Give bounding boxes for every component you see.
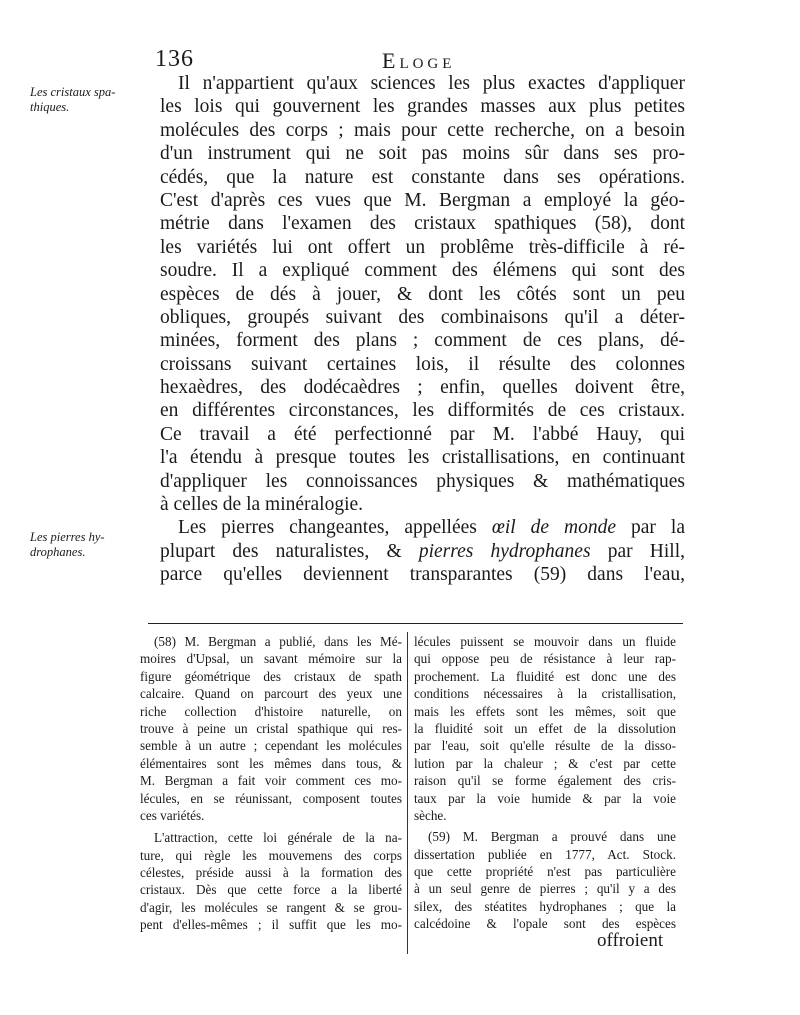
footnote-line: la fluidité soit un effet de la dissolution [414, 720, 676, 736]
footnote-line: sèche. [414, 807, 447, 823]
footnote-line: ture, qui règle les mouvemens des corps [140, 847, 402, 863]
main-line: en différentes circonstances, les difformités de ces cristaux. [160, 400, 685, 422]
footnote-line: cristaux. Dès que cette force a la liberté [140, 882, 402, 898]
margin-note-pierres: Les pierres hy-drophanes. [30, 530, 105, 559]
italic-term: pierres hydrophanes [418, 540, 591, 562]
running-title: Eloge [382, 48, 456, 73]
footnote-line: calcédoine & l'opale sont des espèces [414, 916, 676, 932]
text-run: par Hill, [607, 540, 686, 562]
footnote-58 [140, 633, 402, 824]
main-line: parce qu'elles deviennent transparantes (59) dans l'eau, [160, 564, 685, 586]
footnote-line: taux par la voie humide & par la voie [414, 790, 676, 806]
main-line: l'a étendu à presque toutes les cristallisations, en continuant [160, 447, 685, 469]
main-text [160, 72, 685, 587]
footnote-line: qui oppose peu de résistance à leur rap- [414, 651, 676, 667]
footnote-line: lécules puissent se mouvoir dans un fluide [414, 634, 676, 649]
main-line: hexaèdres, des dodécaèdres ; enfin, quelles doivent être, [160, 377, 685, 399]
margin-note-cristaux: Les cristaux spa-thiques. [30, 85, 116, 114]
footnote-line: conditions nécessaires à la cristallisation, [414, 686, 676, 702]
footnotes-right-column [414, 633, 676, 933]
main-line: croissans suivant certaines lois, il résulte des colonnes [160, 353, 685, 375]
footnote-line: mais les effets sont les mêmes, soit que [414, 703, 676, 719]
main-line: d'appliquer les connoissances physiques & mathématiques [160, 470, 685, 492]
main-line: les lois qui gouvernent les grandes masses aux plus petites [160, 96, 685, 118]
main-line: métrie dans l'examen des cristaux spathiques (58), dont [160, 213, 685, 235]
footnote-line: d'agir, les molécules se rangent & se grou- [140, 899, 402, 915]
footnote-line: semble à un autre ; cependant les molécules [140, 738, 402, 754]
footnote-line: à un seul genre de pierres ; qu'il y a des [414, 881, 676, 897]
footnote-line: prochement. La fluidité est donc une des [414, 668, 676, 684]
footnote-line: élémentaires sont les mêmes dans tous, & [140, 755, 402, 771]
footnote-line: raison qu'il se forme également des cris- [414, 773, 676, 789]
main-line: minées, forment des plans ; comment de ces plans, dé- [160, 330, 685, 352]
footnote-line: célestes, préside aussi à la formation des [140, 865, 402, 881]
text-run: par la [631, 517, 685, 539]
footnote-line: que cette propriété n'est pas particulière [414, 864, 676, 880]
main-line [160, 516, 685, 539]
main-line: cédés, que la nature est constante dans ses opérations. [160, 166, 685, 188]
main-line: à celles de la minéralogie. [160, 494, 364, 516]
footnote-line: silex, des stéatites hydrophanes ; que la [414, 898, 676, 914]
footnote-line: (59) M. Bergman a prouvé dans une [428, 829, 676, 845]
text-run: Les pierres changeantes, appellées [178, 517, 477, 539]
footnote-line: dissertation publiée en 1777, Act. Stock. [414, 846, 676, 862]
text-run: plupart des naturalistes, & [160, 540, 402, 562]
footnote-line: calcaire. Quand on parcourt des yeux une [140, 686, 402, 702]
main-line: les variétés lui ont offert un problême très-difficile à ré- [160, 236, 685, 258]
main-line: soudre. Il a expliqué comment des élémens qui sont des [160, 260, 685, 282]
main-line: Ce travail a été perfectionné par M. l'abbé Hauy, qui [160, 423, 685, 445]
footnote-58-end [414, 633, 676, 824]
footnote-line: lution par la chaleur ; & c'est par cette [414, 755, 676, 771]
footnote-separator [148, 623, 683, 624]
footnote-line: moires d'Upsal, un savant mémoire sur la [140, 651, 402, 667]
footnote-line: L'attraction, cette loi générale de la na- [154, 830, 402, 846]
footnote-58-continued [140, 829, 402, 933]
page-number: 136 [155, 46, 194, 72]
italic-term: œil de monde [491, 517, 617, 539]
catchword: offroient [597, 930, 664, 951]
footnote-line: M. Bergman a fait voir comment ces mo- [140, 773, 402, 789]
footnote-line: lécules, en se réunissant, composent toutes [140, 790, 402, 806]
main-line: d'un instrument qui ne soit pas moins sûr dans ses pro- [160, 143, 685, 165]
footnote-line: riche collection d'histoire naturelle, on [140, 703, 402, 719]
column-divider [407, 632, 408, 954]
footnote-line: ces variétés. [140, 807, 205, 823]
main-line: C'est d'après ces vues que M. Bergman a employé la géo- [160, 189, 685, 211]
footnote-59 [414, 828, 676, 932]
footnote-line: trouve à peine un cristal spathique qui res- [140, 720, 402, 736]
footnote-line: figure géométrique des cristaux de spath [140, 668, 402, 684]
footnote-line: pent d'elles-mêmes ; il suffit que les mo- [140, 917, 402, 933]
footnote-line: (58) M. Bergman a publié, dans les Mé- [154, 634, 402, 649]
footnote-line: par l'eau, soit qu'elle résulte de la disso- [414, 738, 676, 754]
main-line [160, 540, 685, 563]
main-line: obliques, groupés suivant des combinaisons qu'il a déter- [160, 306, 685, 328]
footnotes-left-column [140, 633, 402, 934]
main-line: molécules des corps ; mais pour cette recherche, on a besoin [160, 119, 685, 141]
main-line: espèces de dés à jouer, & dont les côtés sont un peu [160, 283, 685, 305]
main-line: Il n'appartient qu'aux sciences les plus exactes d'appliquer [178, 73, 685, 94]
